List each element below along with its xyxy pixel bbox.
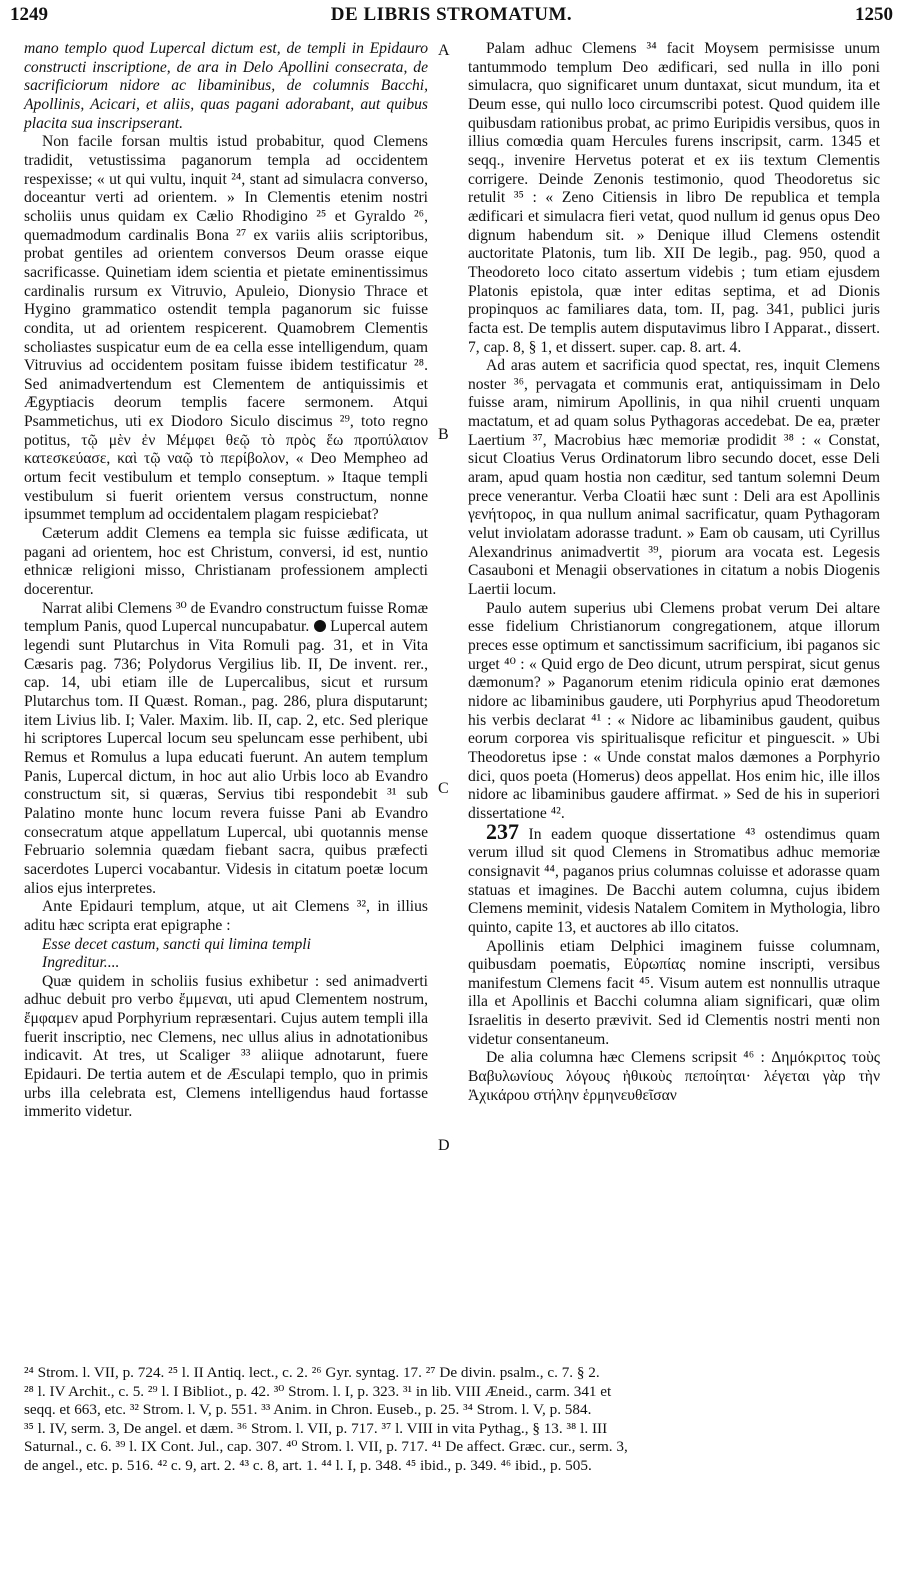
- right-paragraph-4: [468, 818, 880, 938]
- left-paragraph-4a: Narrat alibi Clemens ³⁰ de Evandro constructum fuisse Romæ templum Panis, quod Lupercal nuncupabatur.: [24, 599, 428, 636]
- footnote-line-1: ²⁴ Strom. l. VII, p. 724. ²⁵ l. II Antiq. lect., c. 2. ²⁶ Gyr. syntag. 17. ²⁷ De divin. psalm., c. 7. § 2.: [24, 1364, 600, 1381]
- verse-line-2: Ingreditur....: [42, 954, 120, 972]
- footnote-line-3: seqq. et 663, etc. ³² Strom. l. V, p. 551. ³³ Anim. in Chron. Euseb., p. 25. ³⁴ Strom. l. V, p. 584.: [24, 1401, 592, 1419]
- column-number: 237: [486, 818, 519, 844]
- left-paragraph-3: Cæterum addit Clemens ea templa sic fuisse ædificata, ut pagani ad orientem, hoc est Christum, conversi, id est, nuntio ethnicæ religioni misso, Christianam professionem amplecti docerentur.: [24, 525, 428, 599]
- right-paragraph-2: Ad aras autem et sacrificia quod spectat, res, inquit Clemens noster ³⁶, pervagata et communis erat, antiquissimam in Delo fuisse aram, nimirum Apollinis, in qua nihil cruenti unquam mactatum, et ad quam solus Pythagoras accedebat. De ea, præter Laertium ³⁷, Macrobius hæc memoriæ prodidit ³⁸ : « Constat, sicut Cloatius Verus Ordinatorum libro secundo docet, esse Deli aram, apud quam hostia non cæditur, sed tantum solemni Deum prece venerantur. Verba Cloatii hæc sunt : Deli ara est Apollinis γενήτορος, in qua nullum animal sacrificatur, quam Pythagoram velut inviolatam adorasse tradunt. » Eam ob causam, uti Cyrillus Alexandrinus animadvertit ³⁹, piorum ara vocata est. Legesis Casauboni et Menagii observationes in citatum a nobis Diogenis Laertii locum.: [468, 357, 880, 599]
- left-paragraph-5: Ante Epidauri templum, atque, ut ait Clemens ³², in illius aditu hæc scripta erat epigraphe :: [24, 898, 428, 934]
- page-number-right: 1250: [855, 4, 893, 25]
- running-title: DE LIBRIS STROMATUM.: [330, 4, 573, 25]
- verse-line-1: Esse decet castum, sancti qui limina templi: [42, 935, 311, 953]
- left-paragraph-4b: Lupercal autem legendi sunt Plutarchus in Vita Romuli pag. 31, et in Vita Cæsaris pag. 736; Polydorus Vergilius lib. II, De invent. rer., cap. 14, ubi etiam ille de Lupercalibus, sicut et rursum Plutarchus tom. II Quæst. Roman., pag. 286, plura disputarunt; item Livius lib. I; Valer. Maxim. lib. II, cap. 2, etc. Sed plerique hi scriptores Lupercal locum seu speluncam esse perhibent, ubi Remus et Romulus a lupa educati fuerunt. An autem templum Panis, Lupercal dictum, in hoc aut alio Urbis loco ab Evandro constructum sit, si quæras, Servius tibi respondebit ³¹ sub Palatino monte hunc locum revera fuisse Pani ab Evandro consecratum atque appellatum Lupercal, ubi quotannis mense Februario solemnia quædam fiebant sacra, quibus præfecti sacerdotes Luperci vocabantur. Videsis in citatum poetæ locum alios ejus interpretes.: [24, 618, 428, 897]
- footnote-line-6: de angel., etc. p. 516. ⁴² c. 9, art. 2. ⁴³ c. 8, art. 1. ⁴⁴ l. I, p. 348. ⁴⁵ ibid., p. 349. ⁴⁶ ibid., p. 505.: [24, 1456, 592, 1474]
- running-header: [10, 4, 893, 30]
- right-paragraph-1: Palam adhuc Clemens ³⁴ facit Moysem permisisse unum tantummodo templum Deo ædificari, sed nulla in illo poni simulacra, quo significaret unum duntaxat, sicut mundum, ita et Deum esse, qui nullo loco circumscribi potest. Quod quidem ille quibusdam rationibus probat, ac primo Euripidis versibus, quos in illius comœdia quam Hercules furens inscripsit, carm. 1345 et seqq., invenire Hervetus poterat et ex iis textum Clementis corrigere. Deinde Zenonis testimonio, quod Theodoretus sic retulit ³⁵ : « Zeno Citiensis in libro De republica et templa ædificari et simulacra fieri vetat, quod nullum id genus opus Deo dignum habendum sit. » Denique illud Clemens ostendit auctoritate Platonis, tum lib. XII De legib., pag. 950, quod a Theodoreto loco citato assertum videbis ; tum etiam ejusdem Platonis epistola, quæ inter editas septima, et ad Dionis propinquos ac familiares data, tom. II, pag. 341, publici juris facta est. De templis autem disputavimus libro I Apparat., dissert. 7, cap. 8, § 1, et dissert. super. cap. 8. art. 4.: [468, 40, 880, 356]
- left-column: [24, 40, 428, 1122]
- right-paragraph-5: Apollinis etiam Delphici imaginem fuisse columnam, quibusdam poematis, Εὐρωπίας nomine inscripti, versibus manifestum Clemens facit ⁴⁵. Visum autem est nonnullis utraque illa et Apollinis et Bacchi columna aliam significari, quæ olim Israelitis in deserto prævivit. Sed id Clementis nostri menti non videtur consentaneum.: [468, 937, 880, 1048]
- left-paragraph-4: [24, 600, 428, 899]
- margin-letter-c: C: [438, 780, 449, 797]
- footnote-line-5: Saturnal., c. 6. ³⁹ l. IX Cont. Jul., cap. 307. ⁴⁰ Strom. l. VII, p. 717. ⁴¹ De affect. Græc. cur., serm. 3,: [24, 1438, 628, 1456]
- footnote-line-4: ³⁵ l. IV, serm. 3, De angel. et dæm. ³⁶ Strom. l. VII, p. 717. ³⁷ l. VIII in vita Pythag., § 13. ³⁸ l. III: [24, 1419, 608, 1437]
- footnotes: [24, 1364, 880, 1476]
- right-paragraph-3: Paulo autem superius ubi Clemens probat verum Dei altare esse fidelium Christianorum congregationem, atque illorum preces esse optimum et sanctissimum sacrificium, ibi paganos sic urget ⁴⁰ : « Quid ergo de Deo dicunt, utrum perspirat, sicut genus dæmonum? » Paganorum etenim ridicula opinio erat dæmones nidore ac libaminibus gaudere, uti Porphyrius apud Theodoretum his verbis declarat ⁴¹ : « Nidore ac libaminibus gaudent, quibus eorum corporea vis spiritualisque reficitur et pinguescit. » Ubi Theodoretus ipse : « Unde constat malos dæmones a Porphyrio dici, quos poeta (Homerus) deos appellat. Hos enim hic, ille illos nidore ac libaminibus gaudere affirmat. » Sed de his in superiori dissertatione ⁴².: [468, 599, 880, 822]
- right-paragraph-6: De alia columna hæc Clemens scripsit ⁴⁶ : Δημόκριτος τοὺς Βαβυλωνίους λόγους ἠθικοὺς πεποίηται· λέγεται γὰρ τὴν Ἀχικάρου στήλην ἑρμηνευθεῖσαν: [468, 1049, 880, 1104]
- right-column: [468, 40, 880, 1105]
- ink-blot-icon: [314, 620, 326, 632]
- margin-letter-a: A: [438, 42, 450, 59]
- left-paragraph-6: Quæ quidem in scholiis fusius exhibetur : sed animadverti adhuc debuit pro verbo ἔμμεναι, uti apud Clementem nostrum, ἔμφαμεν apud Porphyrium repræsentari. Cujus autem templi illa fuerit inscriptio, nec Clemens, nec ullus alius in adnotationibus indicavit. At tres, ut Scaliger ³³ aliique adnotarunt, fuere Epidauri. De tertia autem et de Æsculapi templo, quo in primis urbs illa celebrata est, Clemens intelligendus haud fortasse immerito videtur.: [24, 972, 428, 1121]
- left-paragraph-2: Non facile forsan multis istud probabitur, quod Clemens tradidit, vetustissima paganorum templa ad occidentem respexisse; « ut qui vultu, inquit ²⁴, stant ad simulacra converso, doceantur verti ad orientem. » In Clementis etenim nostri scholiis unus quidam ex Cælio Rhodigino ²⁵ et Gyraldo ²⁶, quemadmodum cardinalis Bona ²⁷ ex variis aliis scriptoribus, probat gentiles ad orientem conversos Deum orasse eique sacrificasse. Quinetiam idem scientia et pietate eminentissimus cardinalis rursum ex Vitruvio, Apuleio, Dionysio Thrace et Hygino grammatico ostendit templa paganorum sic fuisse condita, ut ad orientem respicerent. Quamobrem Clementis scholiastes suspicatur eum de ea cella esse intelligendum, quam Vitruvius ad occidentem positam fuisse ibidem testificatur ²⁸. Sed animadvertendum est Clementem de antiquissimis et Ægyptiacis deorum templis facere sermonem. Atqui Psammetichus, uti ex Diodoro Siculo discimus ²⁹, toto regno potitus, τῷ μὲν ἐν Μέμφει θεῷ τὸ πρὸς ἕω προπύλαιον κατεσκεύασε, καὶ τῷ ναῷ τὸ περίβολον, « Deo Mempheo ad ortum fecit vestibulum et templo conseptum. » Itaque templi vestibulum si fuerit orientem versus constructum, nonne ipsummet templum ad occidentalem plagam respiciebat?: [24, 133, 428, 524]
- margin-letter-b: B: [438, 426, 449, 443]
- page-number-left: 1249: [10, 4, 48, 25]
- footnote-line-2: ²⁸ l. IV Archit., c. 5. ²⁹ l. I Bibliot., p. 42. ³⁰ Strom. l. I, p. 323. ³¹ in lib. VIII Æneid., carm. 341 et: [24, 1382, 612, 1400]
- right-paragraph-4-text: In eadem quoque dissertatione ⁴³ ostendimus quam verum illud sit quod Clemens in Stromatibus adhuc memoriæ consignavit ⁴⁴, paganos prius columnas coluisse et adorasse quam statuas et imagines. De Bacchi autem columna, cujus ibidem Clemens meminit, videsis Natalem Comitem in Mythologia, libro quinto, capite 13, et auctores ab illo citatos.: [468, 825, 880, 936]
- margin-letter-d: D: [438, 1137, 450, 1154]
- left-paragraph-1: mano templo quod Lupercal dictum est, de templi in Epidauro constructi inscriptione, de ara in Delo Apollini consecrata, de sacrificiorum nidore ac libaminibus, de columnis Bacchi, Apollinis, Acicari, et aliis, quas pagani adorabant, aut quibus placita sua inscripserant.: [24, 40, 428, 132]
